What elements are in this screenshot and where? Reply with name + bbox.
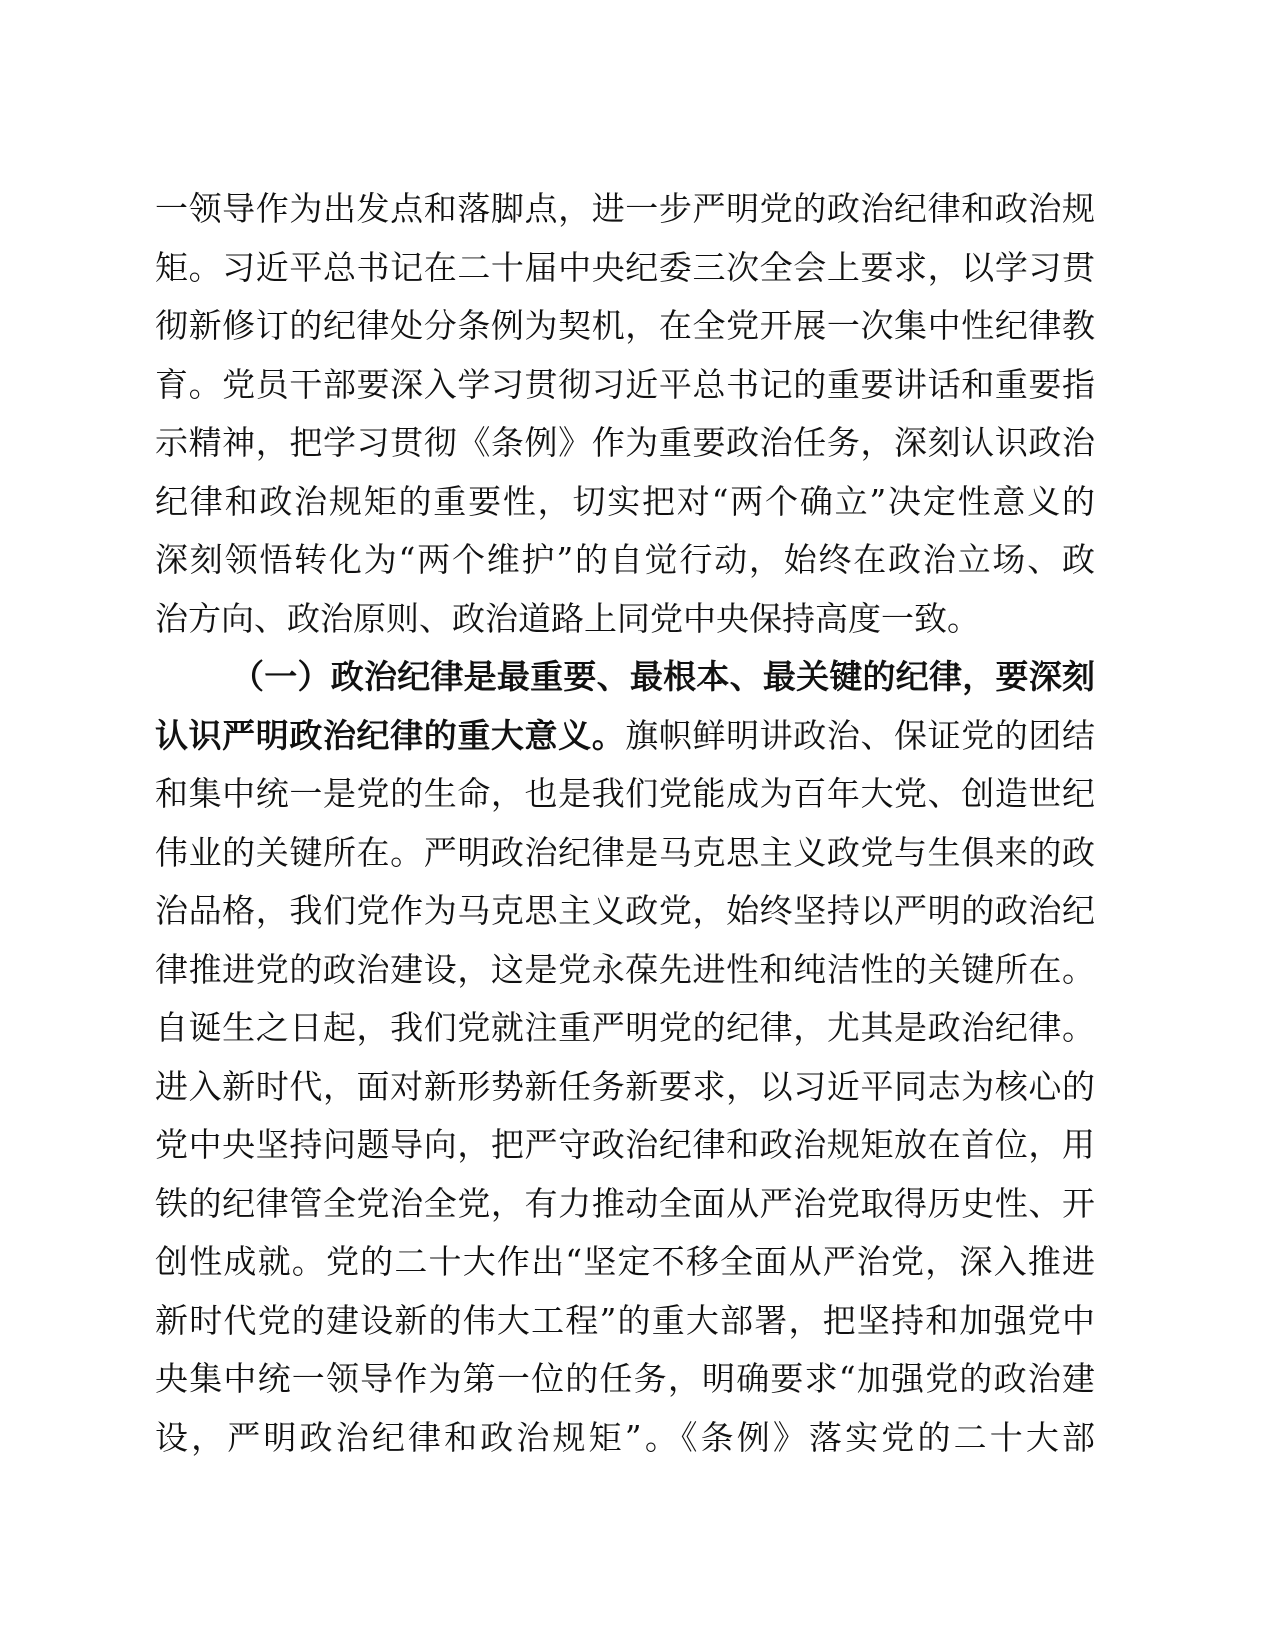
line-text: 和集中统一是党的生命，也是我们党能成为百年大党、创造世纪 bbox=[155, 774, 1095, 813]
paragraph-line bbox=[155, 180, 1095, 239]
paragraph-line bbox=[155, 1350, 1095, 1409]
line-text: 纪律和政治规矩的重要性，切实把对“两个确立”决定性意义的 bbox=[155, 481, 1095, 521]
line-text: 央集中统一领导作为第一位的任务，明确要求“加强党的政治建 bbox=[155, 1359, 1095, 1398]
paragraph-line bbox=[155, 824, 1095, 883]
line-text: 伟业的关键所在。严明政治纪律是马克思主义政党与生俱来的政 bbox=[155, 832, 1095, 872]
paragraph-line bbox=[155, 1292, 1095, 1351]
line-text: 铁的纪律管全党治全党，有力推动全面从严治党取得历史性、开 bbox=[155, 1183, 1095, 1223]
line-text: 彻新修订的纪律处分条例为契机，在全党开展一次集中性纪律教 bbox=[155, 306, 1095, 345]
paragraph-line bbox=[155, 1175, 1095, 1234]
paragraph-line bbox=[155, 882, 1095, 941]
paragraph-line bbox=[155, 765, 1095, 824]
paragraph-line bbox=[155, 473, 1095, 532]
line-text: 示精神，把学习贯彻《条例》作为重要政治任务，深刻认识政治 bbox=[155, 423, 1095, 462]
paragraph-line bbox=[155, 239, 1095, 298]
body-text bbox=[155, 180, 1095, 1467]
paragraph-line bbox=[155, 1409, 1095, 1468]
paragraph-line bbox=[155, 590, 1095, 649]
line-text: 新时代党的建设新的伟大工程”的重大部署，把坚持和加强党中 bbox=[155, 1300, 1095, 1340]
bold-heading-text: 认识严明政治纪律的重大意义。 bbox=[155, 715, 626, 755]
line-text: 进入新时代，面对新形势新任务新要求，以习近平同志为核心的 bbox=[155, 1066, 1095, 1106]
line-text: 一领导作为出发点和落脚点，进一步严明党的政治纪律和政治规 bbox=[155, 189, 1095, 228]
line-text: 律推进党的政治建设，这是党永葆先进性和纯洁性的关键所在。 bbox=[155, 949, 1095, 989]
paragraph-line bbox=[155, 941, 1095, 1000]
line-text: 治方向、政治原则、政治道路上同党中央保持高度一致。 bbox=[155, 598, 980, 638]
line-text: 党中央坚持问题导向，把严守政治纪律和政治规矩放在首位，用 bbox=[155, 1125, 1095, 1164]
paragraph-line bbox=[155, 297, 1095, 356]
paragraph-line bbox=[155, 531, 1095, 590]
line-text: 旗帜鲜明讲政治、保证党的团结 bbox=[625, 715, 1096, 755]
line-text: 深刻领悟转化为“两个维护”的自觉行动，始终在政治立场、政 bbox=[155, 540, 1095, 579]
paragraph-line bbox=[155, 999, 1095, 1058]
line-text: 创性成就。党的二十大作出“坚定不移全面从严治党，深入推进 bbox=[155, 1242, 1095, 1281]
line-text: 矩。习近平总书记在二十届中央纪委三次全会上要求，以学习贯 bbox=[155, 247, 1095, 287]
line-text: 治品格，我们党作为马克思主义政党，始终坚持以严明的政治纪 bbox=[155, 891, 1095, 930]
paragraph-line bbox=[155, 1058, 1095, 1117]
paragraph-line bbox=[155, 414, 1095, 473]
bold-heading-text: （一）政治纪律是最重要、最根本、最关键的纪律，要深刻 bbox=[231, 657, 1095, 696]
line-text: 自诞生之日起，我们党就注重严明党的纪律，尤其是政治纪律。 bbox=[155, 1008, 1095, 1047]
paragraph-line bbox=[155, 1116, 1095, 1175]
paragraph-line bbox=[155, 707, 1095, 766]
paragraph-line-heading bbox=[155, 648, 1095, 707]
line-text: 设，严明政治纪律和政治规矩”。《条例》落实党的二十大部 bbox=[155, 1417, 1095, 1457]
line-text: 育。党员干部要深入学习贯彻习近平总书记的重要讲话和重要指 bbox=[155, 364, 1095, 404]
paragraph-line bbox=[155, 1233, 1095, 1292]
paragraph-line bbox=[155, 356, 1095, 415]
